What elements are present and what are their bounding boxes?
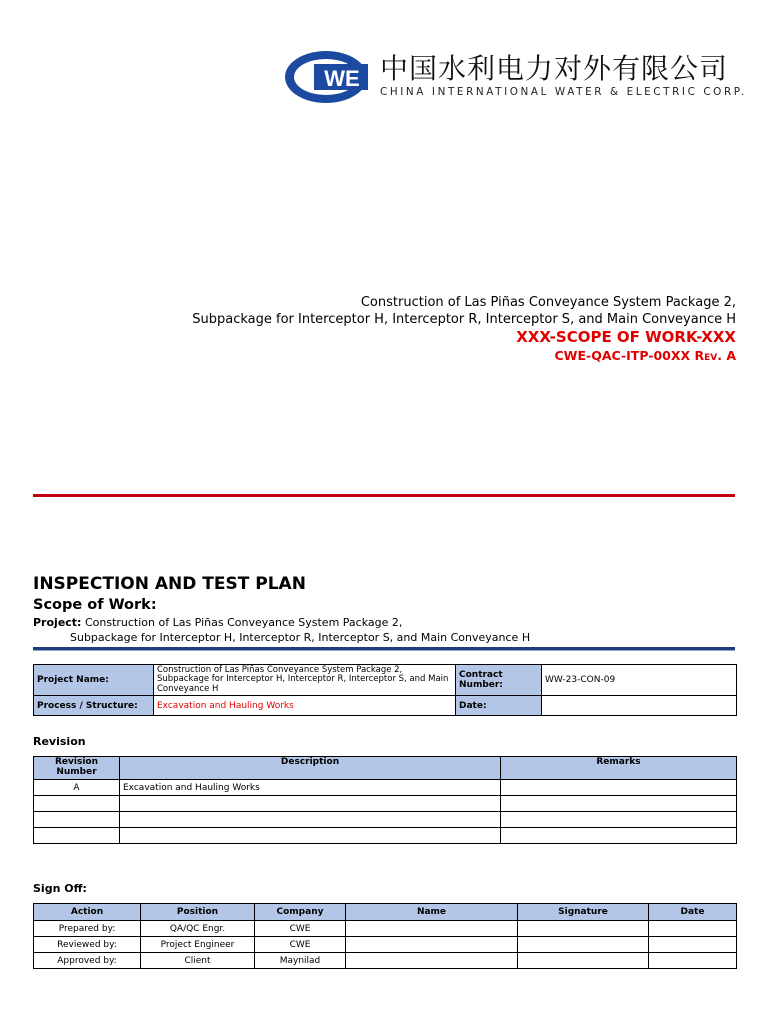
doc-code: CWE-QAC-ITP-00XX: [554, 348, 691, 363]
table-row: [34, 796, 737, 812]
table-row: [34, 780, 737, 796]
signoff-cell: [518, 937, 649, 953]
date-label: Date:: [456, 696, 542, 716]
signoff-cell: [649, 921, 737, 937]
cover-doc-code: [555, 348, 737, 363]
revision-cell: [34, 812, 120, 828]
revision-cell: [501, 812, 737, 828]
signoff-section-label: Sign Off:: [33, 882, 87, 895]
project-line-1: [33, 616, 402, 629]
signoff-cell: Prepared by:: [34, 921, 141, 937]
cover-project-line-1: Construction of Las Piñas Conveyance System Package 2,: [360, 295, 736, 310]
contract-number-label: Contract Number:: [456, 665, 542, 696]
process-structure-label: Process / Structure:: [34, 696, 154, 716]
cover-scope-title: XXX-SCOPE OF WORK-XXX: [516, 328, 736, 346]
project-text-1: Construction of Las Piñas Conveyance System Package 2,: [84, 616, 403, 629]
table-row: [34, 828, 737, 844]
signoff-header-company: Company: [255, 904, 346, 921]
signoff-cell: Reviewed by:: [34, 937, 141, 953]
project-name-label: Project Name:: [34, 665, 154, 696]
signoff-cell: [346, 921, 518, 937]
signoff-cell: [649, 953, 737, 969]
company-chinese-name: 中国水利电力对外有限公司: [380, 52, 729, 85]
process-structure-value: Excavation and Hauling Works: [154, 696, 456, 716]
signoff-cell: Approved by:: [34, 953, 141, 969]
logo-badge-text: WE: [324, 66, 360, 91]
revision-header-description: Description: [120, 757, 501, 780]
contract-number-value: WW-23-CON-09: [542, 665, 737, 696]
revision-cell: Excavation and Hauling Works: [120, 780, 501, 796]
signoff-cell: QA/QC Engr.: [141, 921, 255, 937]
project-label: Project:: [33, 616, 82, 629]
revision-cell: [501, 828, 737, 844]
rev-label: Rev. A: [694, 348, 736, 363]
signoff-header-action: Action: [34, 904, 141, 921]
revision-cell: [34, 828, 120, 844]
signoff-cell: [518, 921, 649, 937]
project-info-table: [33, 664, 737, 716]
table-row: [34, 812, 737, 828]
company-logo: [284, 50, 747, 106]
date-value: [542, 696, 737, 716]
signoff-cell: [346, 937, 518, 953]
page-title: INSPECTION AND TEST PLAN: [33, 574, 306, 594]
revision-cell: [120, 796, 501, 812]
company-english-name: CHINA INTERNATIONAL WATER & ELECTRIC CORP.: [380, 86, 747, 98]
signoff-header-position: Position: [141, 904, 255, 921]
revision-header-number: Revision Number: [34, 757, 120, 780]
project-line-2: Subpackage for Interceptor H, Interceptor R, Interceptor S, and Main Conveyance H: [70, 631, 531, 644]
table-row: [34, 921, 737, 937]
signoff-cell: CWE: [255, 937, 346, 953]
blue-divider: [33, 647, 735, 651]
scope-subtitle: Scope of Work:: [33, 597, 157, 613]
signoff-cell: Maynilad: [255, 953, 346, 969]
signoff-header-date: Date: [649, 904, 737, 921]
cover-project-line-2: Subpackage for Interceptor H, Interceptor R, Interceptor S, and Main Conveyance H: [192, 312, 736, 327]
signoff-table: [33, 903, 737, 969]
table-row: [34, 953, 737, 969]
signoff-cell: [346, 953, 518, 969]
signoff-cell: Project Engineer: [141, 937, 255, 953]
signoff-cell: [649, 937, 737, 953]
table-row: [34, 937, 737, 953]
signoff-header-signature: Signature: [518, 904, 649, 921]
cwe-logo-icon: [284, 50, 374, 106]
project-name-value: Construction of Las Piñas Conveyance System Package 2, Subpackage for Interceptor H, Interceptor R, Interceptor S, and Main Conveyance H: [154, 665, 456, 696]
revision-cell: A: [34, 780, 120, 796]
signoff-cell: [518, 953, 649, 969]
revision-header-remarks: Remarks: [501, 757, 737, 780]
revision-cell: [501, 796, 737, 812]
revision-table: [33, 756, 737, 844]
revision-cell: [120, 828, 501, 844]
red-divider: [33, 494, 735, 497]
signoff-cell: Client: [141, 953, 255, 969]
revision-cell: [501, 780, 737, 796]
revision-cell: [34, 796, 120, 812]
signoff-cell: CWE: [255, 921, 346, 937]
revision-cell: [120, 812, 501, 828]
signoff-header-name: Name: [346, 904, 518, 921]
revision-section-label: Revision: [33, 735, 86, 748]
